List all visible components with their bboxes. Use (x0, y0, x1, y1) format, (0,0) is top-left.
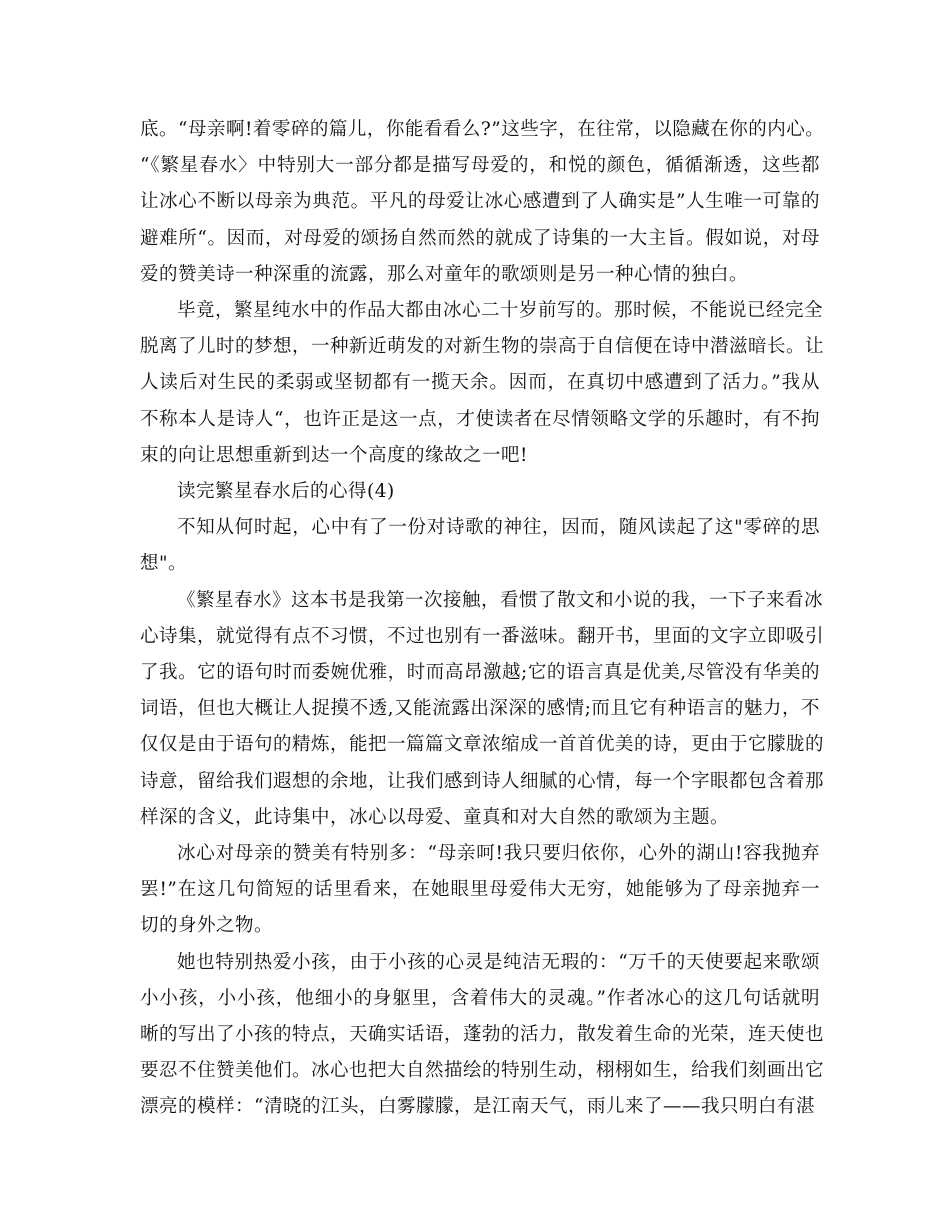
text-line: 心诗集，就觉得有点不习惯，不过也别有一番滋味。翻开书，里面的文字立即吸引 (140, 625, 825, 647)
text-line: 束的向让思想重新到达一个高度的缘故之一吧! (140, 444, 528, 466)
text-line: 小小孩，小小孩，他细小的身躯里，含着伟大的灵魂。”作者冰心的这几句话就明 (140, 987, 820, 1009)
paragraph (140, 836, 820, 945)
text-line: 仅仅是由于语句的精炼，能把一篇篇文章浓缩成一首首优美的诗，更由于它朦胧的 (140, 734, 825, 756)
text-line: 脱离了儿时的梦想，一种新近萌发的对新生物的崇高于自信便在诗中潜滋暗长。让 (140, 336, 825, 358)
text-line: 诗意，留给我们遐想的余地，让我们感到诗人细腻的心情，每一个字眼都包含着那 (140, 770, 825, 792)
paragraph (140, 510, 820, 582)
paragraph (140, 474, 820, 510)
text-line: 冰心对母亲的赞美有特别多：“母亲呵!我只要归依你，心外的湖山!容我抛弃 (177, 843, 820, 865)
text-line: 让冰心不断以母亲为典范。平凡的母爱让冰心感遭到了人确实是”人生唯一可靠的 (140, 191, 820, 213)
paragraph (140, 945, 825, 1126)
text-line: 读完繁星春水后的心得(4) (177, 481, 395, 503)
text-line: 了我。它的语句时而委婉优雅，时而高昂激越;它的语言真是优美,尽管没有华美的 (140, 662, 820, 684)
text-line: 切的身外之物。 (140, 915, 274, 937)
text-line: 想"。 (140, 553, 188, 575)
paragraph (140, 293, 825, 474)
text-line: “《繁星春水〉中特别大一部分都是描写母爱的，和悦的颜色，循循渐透，这些都 (140, 155, 820, 177)
text-line: 爱的赞美诗一种深重的流露，那么对童年的歌颂则是另一种心情的独白。 (140, 263, 749, 285)
text-line: 罢!”在这几句简短的话里看来，在她眼里母爱伟大无穷，她能够为了母亲抛弃一 (140, 879, 820, 901)
text-line: 晰的写出了小孩的特点，天确实话语，蓬勃的活力，散发着生命的光荣，连天使也 (140, 1024, 825, 1046)
text-line: 毕竟，繁星纯水中的作品大都由冰心二十岁前写的。那时候，不能说已经完全 (177, 300, 824, 322)
text-line: 不称本人是诗人“，也许正是这一点，才使读者在尽情领略文学的乐趣时，有不拘 (140, 408, 820, 430)
text-line: 样深的含义，此诗集中，冰心以母爱、童真和对大自然的歌颂为主题。 (140, 806, 730, 828)
text-line: 漂亮的模样：“清晓的江头，白雾朦朦，是江南天气，雨儿来了——我只明白有湛 (140, 1096, 815, 1118)
text-line: 人读后对生民的柔弱或坚韧都有一揽天余。因而，在真切中感遭到了活力。”我从 (140, 372, 820, 394)
text-line: 底。“母亲啊!着零碎的篇儿，你能看看么?”这些字，在往常，以隐藏在你的内心。 (140, 119, 825, 140)
text-line: 不知从何时起，心中有了一份对诗歌的神往，因而，随风读起了这"零碎的思 (177, 517, 820, 539)
text-line: 要忍不住赞美他们。冰心也把大自然描绘的特别生动，栩栩如生，给我们刻画出它 (140, 1060, 825, 1082)
text-line: 避难所“。因而，对母爱的颂扬自然而然的就成了诗集的一大主旨。假如说，对母 (140, 227, 820, 249)
text-line: 《繁星春水》这本书是我第一次接触，看惯了散文和小说的我，一下子来看冰 (177, 589, 824, 611)
text-line: 词语，但也大概让人捉摸不透,又能流露出深深的感情;而且它有种语言的魅力，不 (140, 698, 820, 720)
paragraph (140, 583, 825, 836)
body-text (140, 112, 825, 1126)
paragraph (140, 112, 825, 293)
text-line: 她也特别热爱小孩，由于小孩的心灵是纯洁无瑕的：“万千的天使要起来歌颂 (177, 951, 820, 973)
